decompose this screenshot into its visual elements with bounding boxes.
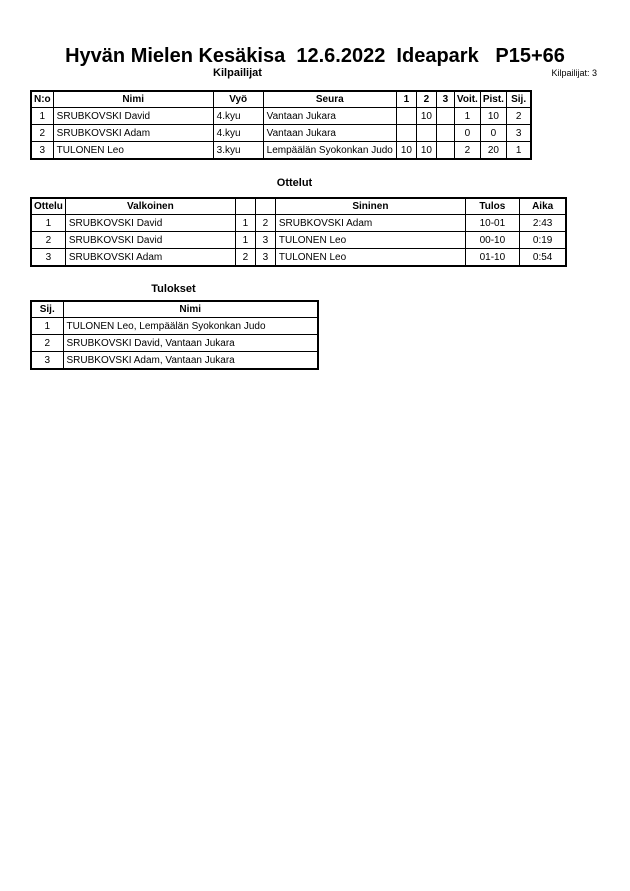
col-header-1: 1: [396, 91, 416, 108]
cell-blue-name: TULONEN Leo: [275, 232, 465, 249]
results-table: [30, 300, 319, 370]
cell-pist: 0: [480, 125, 506, 142]
cell-seura: Lempäälän Syokonkan Judo: [263, 142, 396, 160]
cell-result: 10-01: [465, 215, 519, 232]
col-header-sij: Sij.: [506, 91, 531, 108]
col-header-valkoinen: Valkoinen: [65, 198, 235, 215]
cell-score-1: 10: [396, 142, 416, 160]
cell-blue-number: 3: [255, 249, 275, 267]
cell-score-2: 10: [416, 108, 436, 125]
table-row: [31, 125, 531, 142]
col-header-ottelu: Ottelu: [31, 198, 65, 215]
cell-pist: 20: [480, 142, 506, 160]
cell-match-number: 3: [31, 249, 65, 267]
cell-time: 0:54: [519, 249, 566, 267]
cell-white-name: SRUBKOVSKI David: [65, 232, 235, 249]
cell-vyo: 4.kyu: [213, 108, 263, 125]
cell-nro: 3: [31, 142, 53, 160]
col-header-sij: Sij.: [31, 301, 63, 318]
cell-score-3: [436, 125, 454, 142]
cell-blue-name: TULONEN Leo: [275, 249, 465, 267]
cell-placement: 3: [31, 352, 63, 370]
cell-seura: Vantaan Jukara: [263, 108, 396, 125]
cell-white-number: 1: [235, 215, 255, 232]
cell-nro: 1: [31, 108, 53, 125]
col-header-aika: Aika: [519, 198, 566, 215]
cell-vyo: 3.kyu: [213, 142, 263, 160]
table-header-row: [31, 198, 566, 215]
cell-blue-number: 3: [255, 232, 275, 249]
col-header-nimi: Nimi: [63, 301, 318, 318]
cell-time: 0:19: [519, 232, 566, 249]
table-row: [31, 249, 566, 267]
cell-white-number: 2: [235, 249, 255, 267]
section-heading-tulokset: Tulokset: [151, 283, 196, 295]
cell-nimi: SRUBKOVSKI David: [53, 108, 213, 125]
cell-placement: 2: [31, 335, 63, 352]
table-row: [31, 352, 318, 370]
table-row: [31, 318, 318, 335]
cell-pist: 10: [480, 108, 506, 125]
table-row: [31, 335, 318, 352]
cell-match-number: 2: [31, 232, 65, 249]
cell-score-1: [396, 125, 416, 142]
cell-vyo: 4.kyu: [213, 125, 263, 142]
competitors-count: Kilpailijat: 3: [551, 68, 597, 78]
cell-match-number: 1: [31, 215, 65, 232]
cell-result: 01-10: [465, 249, 519, 267]
cell-score-3: [436, 108, 454, 125]
cell-name-club: TULONEN Leo, Lempäälän Syokonkan Judo: [63, 318, 318, 335]
cell-white-name: SRUBKOVSKI David: [65, 215, 235, 232]
col-header-2: 2: [416, 91, 436, 108]
col-header-seura: Seura: [263, 91, 396, 108]
cell-nimi: TULONEN Leo: [53, 142, 213, 160]
cell-sij: 1: [506, 142, 531, 160]
cell-white-number: 1: [235, 232, 255, 249]
table-row: [31, 142, 531, 160]
section-heading-kilpailijat: Kilpailijat: [213, 67, 262, 79]
cell-time: 2:43: [519, 215, 566, 232]
matches-table: [30, 197, 567, 267]
table-row: [31, 108, 531, 125]
page-title: Hyvän Mielen Kesäkisa 12.6.2022 Ideapark P15+66: [65, 45, 565, 67]
col-header-nimi: Nimi: [53, 91, 213, 108]
cell-voit: 0: [454, 125, 480, 142]
col-header-pist: Pist.: [480, 91, 506, 108]
cell-blue-number: 2: [255, 215, 275, 232]
cell-score-2: 10: [416, 142, 436, 160]
table-row: [31, 215, 566, 232]
col-header-sininen: Sininen: [275, 198, 465, 215]
cell-score-1: [396, 108, 416, 125]
col-header-white-number: [235, 198, 255, 215]
col-header-tulos: Tulos: [465, 198, 519, 215]
table-row: [31, 232, 566, 249]
cell-name-club: SRUBKOVSKI David, Vantaan Jukara: [63, 335, 318, 352]
cell-sij: 3: [506, 125, 531, 142]
col-header-vyo: Vyö: [213, 91, 263, 108]
table-header-row: [31, 301, 318, 318]
cell-placement: 1: [31, 318, 63, 335]
cell-nimi: SRUBKOVSKI Adam: [53, 125, 213, 142]
col-header-3: 3: [436, 91, 454, 108]
cell-voit: 1: [454, 108, 480, 125]
cell-nro: 2: [31, 125, 53, 142]
cell-result: 00-10: [465, 232, 519, 249]
competitors-table: [30, 90, 532, 160]
table-header-row: [31, 91, 531, 108]
col-header-nro: N:o: [31, 91, 53, 108]
cell-name-club: SRUBKOVSKI Adam, Vantaan Jukara: [63, 352, 318, 370]
cell-voit: 2: [454, 142, 480, 160]
section-heading-ottelut: Ottelut: [276, 177, 313, 189]
col-header-voit: Voit.: [454, 91, 480, 108]
cell-score-3: [436, 142, 454, 160]
cell-score-2: [416, 125, 436, 142]
col-header-blue-number: [255, 198, 275, 215]
cell-sij: 2: [506, 108, 531, 125]
cell-blue-name: SRUBKOVSKI Adam: [275, 215, 465, 232]
cell-white-name: SRUBKOVSKI Adam: [65, 249, 235, 267]
cell-seura: Vantaan Jukara: [263, 125, 396, 142]
